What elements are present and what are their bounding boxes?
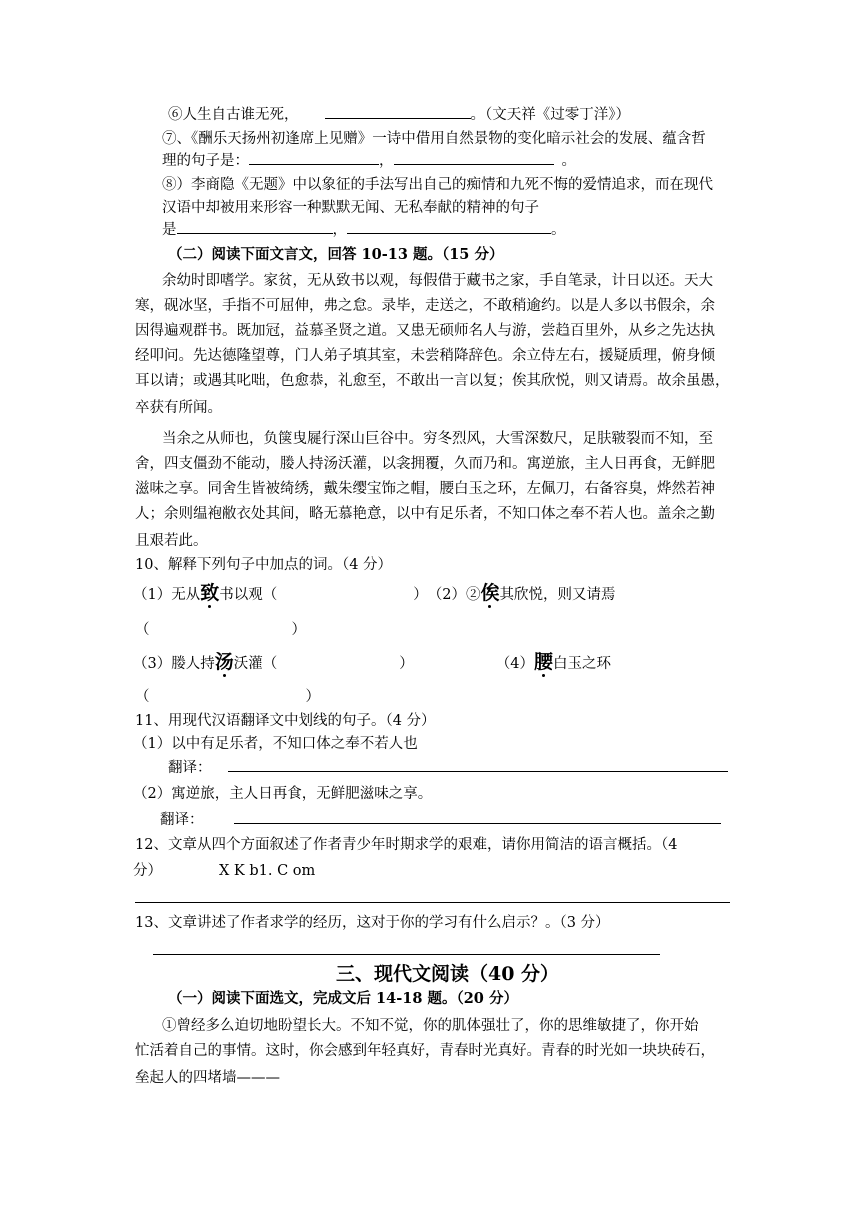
q13-stem: 13、文章讲述了作者求学的经历，这对于你的学习有什么启示？。（3 分） [135,915,610,931]
q8-line-1: ⑧）李商隐《无题》中以象征的手法写出自己的痴情和九死不悔的爱情追求，而在现代 [162,177,713,193]
watermark-text: X K b1. C om [219,863,316,879]
classical-p2-line: 人；余则缊袍敝衣处其间，略无慕艳意，以中有足乐者，不知口体之奉不若人也。盖余之勤 [135,506,715,522]
answer-line[interactable] [228,771,728,772]
answer-line[interactable] [153,954,660,955]
q12-stem-line-2: 分） X K b1. C om [133,863,316,879]
answer-blank[interactable] [325,104,471,119]
dotted-word: 汤 [214,651,234,673]
dotted-word: 俟 [480,582,500,604]
answer-blank[interactable] [177,219,333,234]
q11-sentence-2: （2）寓逆旅，主人日再食，无鲜肥滋味之享。 [133,786,433,802]
answer-line[interactable] [234,823,721,824]
q7-line-2: 理的句子是： ， 。 [162,150,576,172]
answer-blank[interactable] [347,219,551,234]
q11-stem: 11、用现代汉语翻译文中划线的句子。（4 分） [135,713,436,729]
q11-sentence-1: （1）以中有足乐者，不知口体之奉不若人也 [133,736,418,752]
q10-item-2-answer: （ ） [135,622,306,638]
classical-p2-line: 滋味之享。同舍生皆被绮绣，戴朱缨宝饰之帽，腰白玉之环，左佩刀，右备容臭，烨然若神 [135,481,715,497]
translate-label: 翻译： [160,812,204,828]
classical-p1-line: 余幼时即嗜学。家贫，无从致书以观，每假借于藏书之家，手自笔录，计日以还。天大 [162,273,713,289]
modern-heading: （一）阅读下面选文，完成文后 14-18 题。（20 分） [168,990,518,1007]
q10-item-3-4: （3）媵人持汤沃灌（ ） （4）腰白玉之环 [133,651,611,673]
classical-p1-line: 耳以请；或遇其叱咄，色愈恭，礼愈至，不敢出一言以复；俟其欣悦，则又请焉。故余虽愚， [135,373,730,389]
classical-p2-line: 且艰若此。 [135,533,208,549]
modern-p1-line: ①曾经多么迫切地盼望长大。不知不觉，你的肌体强壮了，你的思维敏捷了，你开始 [162,1018,699,1034]
classical-p1-line: 寒，砚冰坚，手指不可屈伸，弗之怠。录毕，走送之，不敢稍逾约。以是人多以书假余，余 [135,298,715,314]
classical-heading: （二）阅读下面文言文，回答 10-13 题。（15 分） [168,246,504,263]
q10-stem: 10、解释下列句子中加点的词。（4 分） [135,557,393,573]
classical-p2-line: 当余之从师也，负箧曳屣行深山巨谷中。穷冬烈风，大雪深数尺，足肤皲裂而不知，至 [162,431,713,447]
translate-label: 翻译： [168,760,212,776]
dotted-word: 致 [200,582,220,604]
answer-blank[interactable] [394,150,554,165]
classical-p1-line: 经叩问。先达德隆望尊，门人弟子填其室，未尝稍降辞色。余立侍左右，援疑质理，俯身倾 [135,348,715,364]
modern-p1-line: 忙活着自己的事情。这时，你会感到年轻真好，青春时光真好。青春的时光如一块块砖石， [135,1043,715,1059]
q6-line: ⑥人生自古谁无死， 。（文天祥《过零丁洋》） [168,104,630,126]
classical-p2-line: 舍，四支僵劲不能动，媵人持汤沃灌，以衾拥覆，久而乃和。寓逆旅，主人日再食，无鲜肥 [135,456,715,472]
modern-p1-line: 垒起人的四堵墙——— [135,1070,280,1086]
classical-p1-line: 卒获有所闻。 [135,400,222,416]
answer-line[interactable] [135,902,730,903]
section-title: 三、现代文阅读（40 分） [336,963,560,985]
answer-blank[interactable] [249,150,379,165]
q7-line-1: ⑦、《酬乐天扬州初逢席上见赠》一诗中借用自然景物的变化暗示社会的发展、蕴含哲 [162,131,706,147]
q10-item-4-answer: （ ） [135,689,320,705]
dotted-word: 腰 [533,651,553,673]
q10-item-1-2: （1）无从致书以观（ ） （2）②俟其欣悦，则又请焉 [133,582,616,604]
q8-line-2: 汉语中却被用来形容一种默默无闻、无私奉献的精神的句子 [162,200,539,216]
q8-line-3: 是 ， 。 [162,219,566,241]
q12-stem-line-1: 12、文章从四个方面叙述了作者青少年时期求学的艰难，请你用简洁的语言概括。（4 [135,837,678,853]
classical-p1-line: 因得遍观群书。既加冠，益慕圣贤之道。又患无硕师名人与游，尝趋百里外，从乡之先达执 [135,323,715,339]
